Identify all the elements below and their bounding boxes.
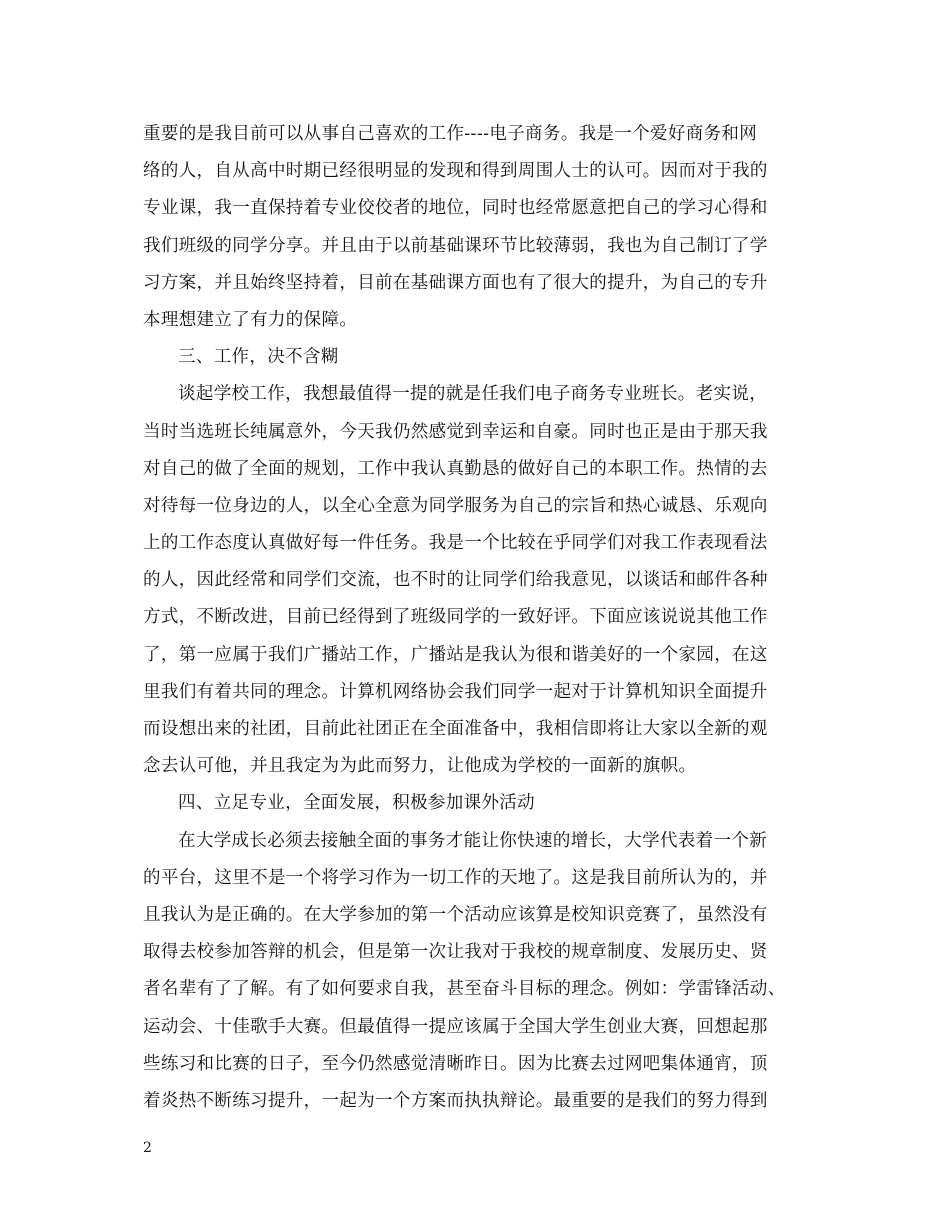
body-text-line: 念去认可他，并且我定为为此而努力，让他成为学校的一面新的旗帜。 — [143, 756, 697, 777]
body-text-line: 本理想建立了有力的保障。 — [143, 309, 358, 330]
body-text-line: 专业课，我一直保持着专业佼佼者的地位，同时也经常愿意把自己的学习心得和 — [143, 198, 768, 219]
body-text-line: 的人，因此经常和同学们交流，也不时的让同学们给我意见，以谈话和邮件各种 — [143, 570, 768, 591]
document-body — [143, 116, 808, 1120]
body-text-line: 当时当选班长纯属意外，今天我仍然感觉到幸运和自豪。同时也正是由于那天我 — [143, 421, 768, 442]
body-text-line: 些练习和比赛的日子，至今仍然感觉清晰昨日。因为比赛去过网吧集体通宵，顶 — [143, 1053, 768, 1074]
body-text-line: 我们班级的同学分享。并且由于以前基础课环节比较薄弱，我也为自己制订了学 — [143, 235, 768, 256]
body-text-line: 的平台，这里不是一个将学习作为一切工作的天地了。这是我目前所认为的，并 — [143, 867, 768, 888]
body-text-line: 了，第一应属于我们广播站工作，广播站是我认为很和谐美好的一个家园，在这 — [143, 644, 768, 665]
body-text-line: 络的人，自从高中时期已经很明显的发现和得到周围人士的认可。因而对于我的 — [143, 161, 768, 182]
page-number: 2 — [143, 1140, 152, 1156]
body-text-line: 而设想出来的社团，目前此社团正在全面准备中，我相信即将让大家以全新的观 — [143, 719, 768, 739]
paragraph-first-line: 谈起学校工作，我想最值得一提的就是任我们电子商务专业班长。老实说， — [178, 384, 768, 405]
body-text-line: 对自己的做了全面的规划，工作中我认真勤恳的做好自己的本职工作。热情的去 — [143, 458, 768, 479]
body-text-line: 者名辈有了了解。有了如何要求自我，甚至奋斗目标的理念。例如：学雷锋活动、 — [143, 979, 786, 1000]
body-text-line: 着炎热不断练习提升，一起为一个方案而执执辩论。最重要的是我们的努力得到 — [143, 1090, 768, 1111]
body-text-line: 习方案，并且始终坚持着，目前在基础课方面也有了很大的提升，为自己的专升 — [143, 272, 768, 293]
section-heading: 四、立足专业，全面发展，积极参加课外活动 — [178, 793, 535, 814]
body-text-line: 重要的是我目前可以从事自己喜欢的工作----电子商务。我是一个爱好商务和网 — [143, 124, 758, 144]
body-text-line: 里我们有着共同的理念。计算机网络协会我们同学一起对于计算机知识全面提升 — [143, 681, 768, 702]
body-text-line: 取得去校参加答辩的机会，但是第一次让我对于我校的规章制度、发展历史、贤 — [143, 942, 768, 963]
body-text-line: 运动会、十佳歌手大赛。但最值得一提应该属于全国大学生创业大赛，回想起那 — [143, 1016, 768, 1037]
body-text-line: 方式，不断改进，目前已经得到了班级同学的一致好评。下面应该说说其他工作 — [143, 607, 768, 628]
section-heading: 三、工作，决不含糊 — [178, 347, 339, 368]
paragraph-first-line: 在大学成长必须去接触全面的事务才能让你快速的增长，大学代表着一个新 — [178, 830, 768, 851]
body-text-line: 且我认为是正确的。在大学参加的第一个活动应该算是校知识竞赛了，虽然没有 — [143, 904, 768, 925]
body-text-line: 对待每一位身边的人，以全心全意为同学服务为自己的宗旨和热心诚恳、乐观向 — [143, 495, 768, 516]
body-text-line: 上的工作态度认真做好每一件任务。我是一个比较在乎同学们对我工作表现看法 — [143, 533, 768, 554]
